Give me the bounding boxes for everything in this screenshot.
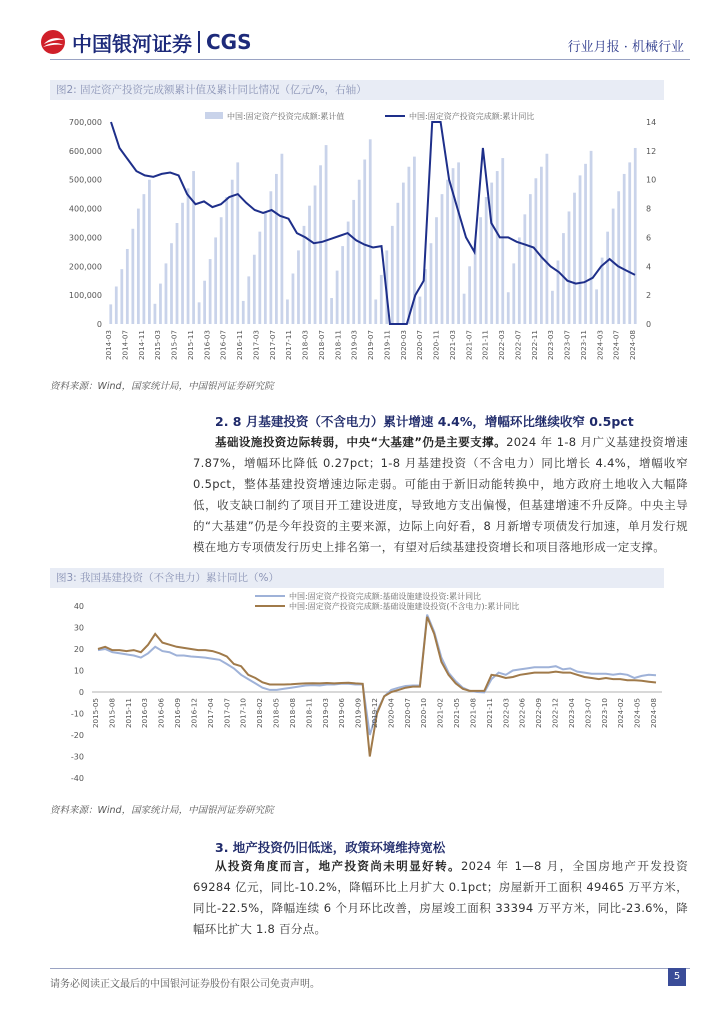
x-tick-label: 2017-04 xyxy=(205,698,215,729)
x-tick-label: 2015-03 xyxy=(153,330,163,361)
bar xyxy=(231,180,234,324)
bar xyxy=(606,232,609,324)
bar xyxy=(347,222,350,324)
legend-label: 中国:固定资产投资完成额:基础设施建设投资(不含电力):累计同比 xyxy=(289,602,520,611)
x-tick-label: 2021-08 xyxy=(468,698,478,729)
x-tick-label: 2024-02 xyxy=(616,698,626,729)
bar xyxy=(496,171,499,324)
bar xyxy=(546,154,549,324)
bar xyxy=(341,246,344,324)
bar xyxy=(352,200,355,324)
bar xyxy=(446,180,449,324)
y-tick-label: 10 xyxy=(73,666,84,676)
x-tick-label: 2018-11 xyxy=(304,698,314,729)
x-tick-label: 2015-11 xyxy=(123,698,133,729)
y-left-tick-label: 500,000 xyxy=(68,175,102,185)
y-tick-label: 30 xyxy=(73,623,84,633)
bar xyxy=(336,271,339,324)
bar xyxy=(369,139,372,324)
bar xyxy=(408,167,411,324)
bar xyxy=(584,164,587,324)
y-right-tick-label: 0 xyxy=(646,320,652,329)
bar xyxy=(402,183,405,324)
bar xyxy=(628,162,631,324)
bar xyxy=(303,226,306,324)
series-line xyxy=(111,122,635,324)
x-tick-label: 2018-07 xyxy=(316,330,326,361)
x-tick-label: 2019-03 xyxy=(320,698,330,729)
legend-label-bar: 中国:固定资产投资完成额:累计值 xyxy=(227,112,345,121)
y-left-tick-label: 0 xyxy=(96,320,102,329)
section3-heading: 3. 地产投资仍旧低迷，政策环境维持宽松 xyxy=(215,840,446,855)
y-tick-label: 40 xyxy=(73,602,84,611)
bar xyxy=(137,209,140,324)
bar xyxy=(430,243,433,324)
x-tick-label: 2017-03 xyxy=(251,330,261,361)
bar xyxy=(253,255,256,324)
bar xyxy=(507,292,510,324)
y-right-tick-label: 8 xyxy=(646,204,652,214)
x-tick-label: 2021-11 xyxy=(484,698,494,729)
brand-abbr: CGS xyxy=(206,30,252,54)
x-tick-label: 2016-11 xyxy=(235,330,244,361)
bar xyxy=(225,197,228,324)
bar xyxy=(242,301,245,324)
x-tick-label: 2023-10 xyxy=(599,698,609,729)
bar xyxy=(512,263,515,324)
report-category: 行业月报 · 机械行业 xyxy=(567,40,684,55)
y-left-tick-label: 700,000 xyxy=(68,118,102,127)
figure2-title: 图2: 固定资产投资完成额累计值及累计同比情况（亿元/%，右轴） xyxy=(50,80,664,100)
x-tick-label: 2015-07 xyxy=(169,330,179,361)
x-tick-label: 2023-11 xyxy=(578,330,588,361)
section2-lead: 基础设施投资边际转弱，中央“大基建”仍是主要支撑。 xyxy=(215,435,507,449)
y-tick-label: -20 xyxy=(70,731,84,740)
bar xyxy=(220,217,223,324)
bar xyxy=(308,206,311,324)
legend-swatch-bar xyxy=(205,112,223,119)
x-tick-label: 2015-05 xyxy=(91,698,100,729)
x-tick-label: 2024-08 xyxy=(649,698,658,729)
y-left-tick-label: 300,000 xyxy=(68,233,102,243)
page-number: 5 xyxy=(668,968,686,986)
y-right-tick-label: 2 xyxy=(646,291,652,301)
x-tick-label: 2020-04 xyxy=(386,698,396,729)
legend-label: 中国:固定资产投资完成额:基础设施建设投资:累计同比 xyxy=(289,592,482,601)
bar xyxy=(192,171,195,324)
x-tick-label: 2021-07 xyxy=(464,330,474,361)
x-tick-label: 2019-07 xyxy=(366,330,375,361)
x-tick-label: 2016-03 xyxy=(202,330,212,361)
bar xyxy=(374,299,377,324)
bar xyxy=(187,188,190,324)
x-tick-label: 2018-02 xyxy=(255,698,265,729)
x-tick-label: 2024-05 xyxy=(632,698,642,729)
bar xyxy=(275,174,278,324)
brand-divider xyxy=(198,31,200,53)
x-tick-label: 2019-09 xyxy=(353,698,363,729)
y-tick-label: 0 xyxy=(78,688,84,697)
x-tick-label: 2018-05 xyxy=(271,698,281,729)
bar xyxy=(214,237,217,324)
bar xyxy=(286,299,289,324)
bar xyxy=(463,294,466,324)
section3-body: 2024 年 1—8 月，全国房地产开发投资 69284 亿元，同比-10.2%，降幅环比上月扩大 0.1pct；房屋新开工面积 49465 万平方米，同比-22.5%，降幅连续 6 个月环比改善，房屋竣工面积 33394 万平方米，同比-23.6%，降幅环比扩大 1.8 百分点。 xyxy=(193,859,688,936)
x-tick-label: 2020-07 xyxy=(402,698,412,729)
figure3-chart xyxy=(50,590,670,795)
y-right-tick-label: 10 xyxy=(646,175,657,185)
x-tick-label: 2021-03 xyxy=(447,330,457,361)
galaxy-logo-icon xyxy=(40,29,66,55)
x-tick-label: 2016-09 xyxy=(173,698,183,729)
x-tick-label: 2019-12 xyxy=(370,698,379,729)
x-tick-label: 2017-10 xyxy=(238,698,248,729)
bar xyxy=(198,302,201,324)
x-tick-label: 2022-07 xyxy=(513,330,523,361)
bar xyxy=(457,162,460,324)
bar xyxy=(595,289,598,324)
brand-logo xyxy=(40,22,252,62)
x-tick-label: 2023-04 xyxy=(566,698,576,729)
x-tick-label: 2023-07 xyxy=(562,330,572,361)
series-line xyxy=(98,617,656,757)
bar xyxy=(612,209,615,324)
x-tick-label: 2022-09 xyxy=(534,698,544,729)
bar xyxy=(523,214,526,324)
x-tick-label: 2021-11 xyxy=(480,330,490,361)
y-right-tick-label: 12 xyxy=(646,146,657,156)
x-tick-label: 2016-06 xyxy=(156,698,166,729)
figure2-chart xyxy=(50,102,670,374)
x-tick-label: 2018-03 xyxy=(300,330,310,361)
bar xyxy=(501,158,504,324)
x-tick-label: 2023-03 xyxy=(546,330,556,361)
bar xyxy=(258,232,261,324)
bar xyxy=(330,298,333,324)
x-tick-label: 2020-03 xyxy=(398,330,408,361)
x-tick-label: 2019-06 xyxy=(337,698,347,729)
y-right-tick-label: 6 xyxy=(646,233,652,243)
x-tick-label: 2018-08 xyxy=(287,698,297,729)
bar xyxy=(485,197,488,324)
x-tick-label: 2024-07 xyxy=(611,330,621,361)
bar xyxy=(468,266,471,324)
bar xyxy=(236,162,239,324)
figure2-source: 资料来源：Wind，国家统计局，中国银河证券研究院 xyxy=(50,381,274,392)
x-tick-label: 2022-12 xyxy=(550,698,560,729)
bar xyxy=(314,185,317,324)
bar xyxy=(518,237,521,324)
y-tick-label: -40 xyxy=(70,774,84,783)
bar xyxy=(590,151,593,324)
x-tick-label: 2024-03 xyxy=(595,330,605,361)
header-divider xyxy=(50,59,690,60)
x-tick-label: 2022-06 xyxy=(517,698,527,729)
y-left-tick-label: 600,000 xyxy=(68,146,102,156)
bar xyxy=(154,304,157,324)
x-tick-label: 2014-03 xyxy=(104,330,113,361)
bar xyxy=(176,223,179,324)
bar xyxy=(551,291,554,324)
bar xyxy=(568,211,571,324)
bar xyxy=(203,281,206,324)
bar xyxy=(247,276,250,324)
bar xyxy=(358,180,361,324)
footer-disclaimer: 请务必阅读正文最后的中国银河证券股份有限公司免责声明。 xyxy=(50,979,320,990)
x-tick-label: 2023-07 xyxy=(583,698,593,729)
x-tick-label: 2015-11 xyxy=(185,330,195,361)
bar xyxy=(319,165,322,324)
x-tick-label: 2022-03 xyxy=(497,330,506,361)
x-tick-label: 2015-08 xyxy=(107,698,117,729)
bar xyxy=(143,194,146,324)
bar xyxy=(264,211,267,324)
y-left-tick-label: 200,000 xyxy=(68,262,102,272)
bar xyxy=(617,191,620,324)
figure3-title: 图3: 我国基建投资（不含电力）累计同比（%） xyxy=(50,568,664,588)
x-tick-label: 2020-11 xyxy=(431,330,441,361)
bar xyxy=(479,217,482,324)
x-tick-label: 2021-05 xyxy=(452,698,462,729)
figure3-source: 资料来源：Wind，国家统计局，中国银河证券研究院 xyxy=(50,805,274,816)
x-tick-label: 2022-11 xyxy=(529,330,539,361)
bar xyxy=(109,304,112,324)
bar xyxy=(623,174,626,324)
bar xyxy=(297,250,300,324)
bar xyxy=(529,194,532,324)
x-tick-label: 2020-10 xyxy=(419,698,429,729)
bar xyxy=(325,145,328,324)
y-left-tick-label: 400,000 xyxy=(68,204,102,214)
x-tick-label: 2014-11 xyxy=(136,330,146,361)
bar xyxy=(391,226,394,324)
bar xyxy=(573,193,576,324)
x-tick-label: 2022-03 xyxy=(501,698,511,729)
y-right-tick-label: 14 xyxy=(646,118,657,127)
bar xyxy=(281,154,284,324)
x-tick-label: 2021-02 xyxy=(435,698,445,729)
bar xyxy=(441,194,444,324)
section2-heading: 2. 8 月基建投资（不含电力）累计增速 4.4%，增幅环比继续收窄 0.5pct xyxy=(215,414,634,429)
bar xyxy=(181,203,184,324)
bar xyxy=(490,183,493,324)
section3-lead: 从投资角度而言，地产投资尚未明显好转。 xyxy=(215,859,461,873)
bar xyxy=(634,148,637,324)
x-tick-label: 2019-11 xyxy=(382,330,392,361)
bar xyxy=(396,203,399,324)
x-tick-label: 2014-07 xyxy=(120,330,130,361)
bar xyxy=(419,297,422,324)
x-tick-label: 2016-12 xyxy=(189,698,199,729)
y-right-tick-label: 4 xyxy=(646,262,652,272)
y-tick-label: 20 xyxy=(73,645,84,654)
bar xyxy=(435,217,438,324)
x-tick-label: 2016-03 xyxy=(140,698,150,729)
bar xyxy=(159,284,162,324)
bar xyxy=(363,160,366,324)
bar xyxy=(165,263,168,324)
bar xyxy=(540,167,543,324)
bar xyxy=(131,229,134,324)
bar xyxy=(579,175,582,324)
brand-name: 中国银河证券 xyxy=(72,31,192,56)
bar xyxy=(120,269,123,324)
x-tick-label: 2019-03 xyxy=(349,330,359,361)
bar xyxy=(380,275,383,324)
footer-divider xyxy=(50,968,690,969)
y-left-tick-label: 100,000 xyxy=(68,291,102,301)
bar xyxy=(115,286,118,324)
y-tick-label: -30 xyxy=(70,752,84,762)
x-tick-label: 2020-07 xyxy=(415,330,425,361)
y-tick-label: -10 xyxy=(70,709,84,719)
bar xyxy=(292,274,295,325)
section2-paragraph xyxy=(193,432,688,558)
section3-paragraph xyxy=(193,856,688,940)
x-tick-label: 2017-07 xyxy=(267,330,277,361)
bar xyxy=(148,180,151,324)
bar xyxy=(170,243,173,324)
x-tick-label: 2017-11 xyxy=(284,330,294,361)
bar xyxy=(209,259,212,324)
x-tick-label: 2024-08 xyxy=(628,330,637,361)
legend-label-line: 中国:固定资产投资完成额:累计同比 xyxy=(409,112,535,121)
x-tick-label: 2018-11 xyxy=(333,330,343,361)
section2-body: 2024 年 1-8 月广义基建投资增速 7.87%，增幅环比降低 0.27pct；1-8 月基建投资（不含电力）同比增长 4.4%，增幅收窄 0.5pct，整体基建投资增速边际走弱。可能由于新旧动能转换中，地方政府土地收入大幅降低，收支缺口制约了项目开工建设进度，导致地方支出偏慢，但基建增速不升反降。中央主导的“大基建”仍是今年投资的主要来源，边际上向好看，8 月新增专项债发行加速，单月发行规模在地方专项债发行历史上排名第一，有望对后续基建投资增长和项目落地形成一定支撑。 xyxy=(193,435,688,554)
bar xyxy=(126,249,129,324)
x-tick-label: 2016-07 xyxy=(218,330,228,361)
x-tick-label: 2017-07 xyxy=(222,698,232,729)
